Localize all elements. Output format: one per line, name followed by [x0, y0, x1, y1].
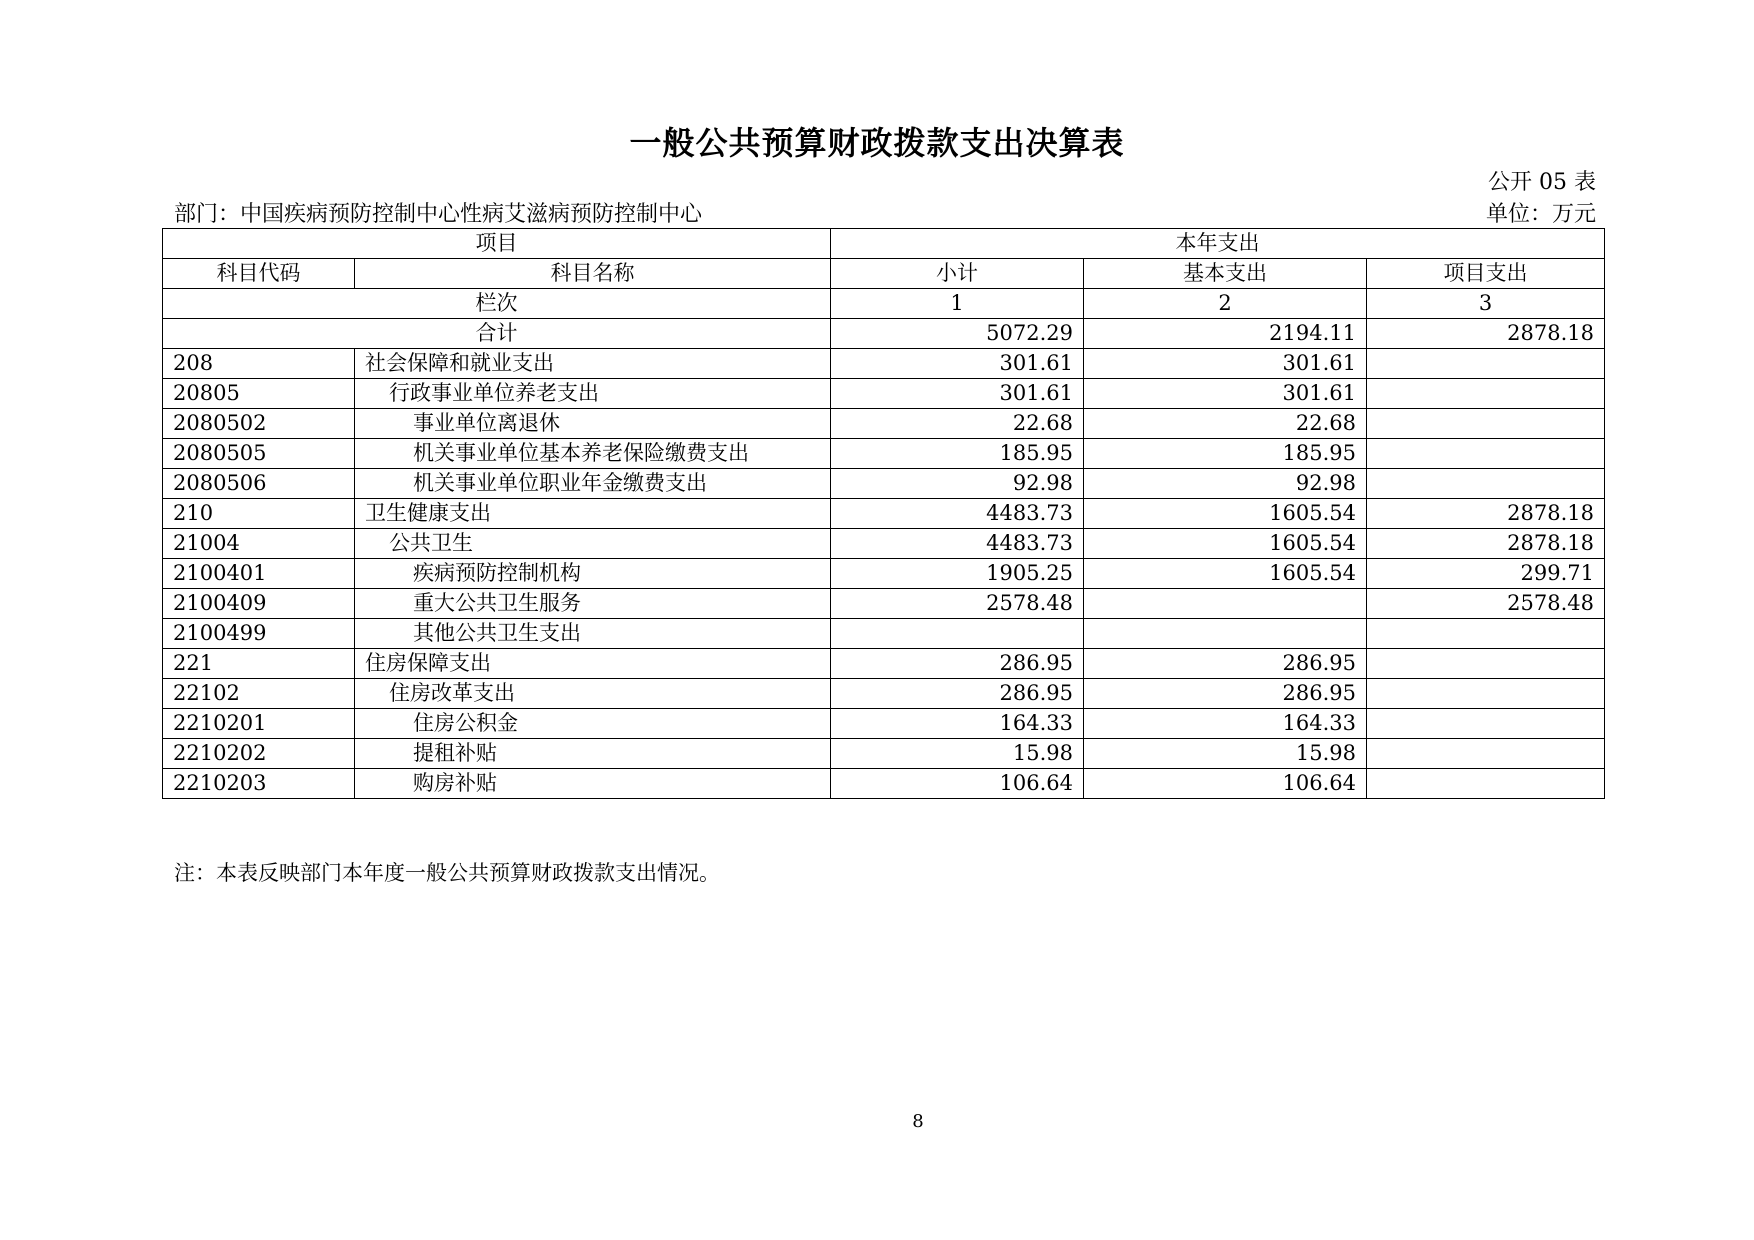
row-name: 购房补贴: [355, 769, 831, 799]
table-row: [163, 739, 1605, 769]
row-basic: 286.95: [1084, 649, 1367, 679]
table-row: [163, 709, 1605, 739]
row-basic: 92.98: [1084, 469, 1367, 499]
row-code: 2210201: [163, 709, 355, 739]
row-basic: 301.61: [1084, 379, 1367, 409]
row-project: [1367, 649, 1605, 679]
column-3: 3: [1367, 289, 1605, 319]
row-code: 2100409: [163, 589, 355, 619]
header-subtotal: 小计: [831, 259, 1084, 289]
column-label: 栏次: [163, 289, 831, 319]
row-name: 卫生健康支出: [355, 499, 831, 529]
table-row: [163, 469, 1605, 499]
header-current-year: 本年支出: [831, 229, 1605, 259]
row-subtotal: 286.95: [831, 649, 1084, 679]
table-row: [163, 649, 1605, 679]
row-subtotal: 2578.48: [831, 589, 1084, 619]
row-subtotal: 92.98: [831, 469, 1084, 499]
row-name: 住房改革支出: [355, 679, 831, 709]
row-basic: 106.64: [1084, 769, 1367, 799]
row-code: 2210202: [163, 739, 355, 769]
row-name: 住房公积金: [355, 709, 831, 739]
header-name: 科目名称: [355, 259, 831, 289]
unit-label: 单位：万元: [1485, 202, 1596, 227]
row-basic: 164.33: [1084, 709, 1367, 739]
row-name: 社会保障和就业支出: [355, 349, 831, 379]
row-name: 疾病预防控制机构: [355, 559, 831, 589]
form-number: 公开 05 表: [1488, 170, 1596, 195]
row-project: [1367, 439, 1605, 469]
row-project: [1367, 739, 1605, 769]
row-code: 208: [163, 349, 355, 379]
row-subtotal: 301.61: [831, 349, 1084, 379]
total-label: 合计: [163, 319, 831, 349]
row-project: 2878.18: [1367, 499, 1605, 529]
row-subtotal: [831, 619, 1084, 649]
row-project: [1367, 709, 1605, 739]
table-row: [163, 379, 1605, 409]
row-project: 299.71: [1367, 559, 1605, 589]
row-code: 2080506: [163, 469, 355, 499]
row-project: [1367, 679, 1605, 709]
row-name: 重大公共卫生服务: [355, 589, 831, 619]
column-2: 2: [1084, 289, 1367, 319]
row-project: [1367, 349, 1605, 379]
row-basic: 301.61: [1084, 349, 1367, 379]
page-number: 8: [912, 1111, 924, 1132]
row-code: 2100499: [163, 619, 355, 649]
row-basic: 15.98: [1084, 739, 1367, 769]
row-subtotal: 164.33: [831, 709, 1084, 739]
row-project: [1367, 409, 1605, 439]
total-row: [163, 319, 1605, 349]
row-subtotal: 15.98: [831, 739, 1084, 769]
row-name: 机关事业单位职业年金缴费支出: [355, 469, 831, 499]
row-code: 2080505: [163, 439, 355, 469]
page-title: 一般公共预算财政拨款支出决算表: [629, 124, 1125, 162]
row-name: 机关事业单位基本养老保险缴费支出: [355, 439, 831, 469]
row-basic: 1605.54: [1084, 499, 1367, 529]
header-basic: 基本支出: [1084, 259, 1367, 289]
row-code: 2100401: [163, 559, 355, 589]
row-basic: 1605.54: [1084, 559, 1367, 589]
table-row: [163, 529, 1605, 559]
row-name: 事业单位离退休: [355, 409, 831, 439]
header-row-2: [163, 259, 1605, 289]
total-project: 2878.18: [1367, 319, 1605, 349]
row-subtotal: 4483.73: [831, 499, 1084, 529]
row-project: [1367, 619, 1605, 649]
table-row: [163, 439, 1605, 469]
row-project: [1367, 769, 1605, 799]
header-project-expenditure: 项目支出: [1367, 259, 1605, 289]
row-name: 其他公共卫生支出: [355, 619, 831, 649]
header-project: 项目: [163, 229, 831, 259]
row-code: 2210203: [163, 769, 355, 799]
row-name: 住房保障支出: [355, 649, 831, 679]
row-subtotal: 4483.73: [831, 529, 1084, 559]
table-row: [163, 349, 1605, 379]
table-row: [163, 679, 1605, 709]
row-name: 行政事业单位养老支出: [355, 379, 831, 409]
row-project: 2878.18: [1367, 529, 1605, 559]
row-code: 2080502: [163, 409, 355, 439]
table-row: [163, 769, 1605, 799]
row-subtotal: 301.61: [831, 379, 1084, 409]
row-basic: 1605.54: [1084, 529, 1367, 559]
row-code: 21004: [163, 529, 355, 559]
department-label: 部门：中国疾病预防控制中心性病艾滋病预防控制中心: [174, 202, 703, 227]
footnote: 注：本表反映部门本年度一般公共预算财政拨款支出情况。: [174, 861, 720, 885]
row-basic: 286.95: [1084, 679, 1367, 709]
row-name: 公共卫生: [355, 529, 831, 559]
row-project: 2578.48: [1367, 589, 1605, 619]
expenditure-table: [162, 228, 1605, 799]
column-1: 1: [831, 289, 1084, 319]
total-basic: 2194.11: [1084, 319, 1367, 349]
row-code: 210: [163, 499, 355, 529]
row-subtotal: 106.64: [831, 769, 1084, 799]
table-row: [163, 589, 1605, 619]
column-number-row: [163, 289, 1605, 319]
row-code: 22102: [163, 679, 355, 709]
row-basic: 185.95: [1084, 439, 1367, 469]
row-basic: 22.68: [1084, 409, 1367, 439]
table-row: [163, 409, 1605, 439]
total-subtotal: 5072.29: [831, 319, 1084, 349]
row-basic: [1084, 619, 1367, 649]
row-code: 20805: [163, 379, 355, 409]
row-subtotal: 1905.25: [831, 559, 1084, 589]
row-basic: [1084, 589, 1367, 619]
table-row: [163, 499, 1605, 529]
row-name: 提租补贴: [355, 739, 831, 769]
row-subtotal: 185.95: [831, 439, 1084, 469]
row-subtotal: 286.95: [831, 679, 1084, 709]
row-subtotal: 22.68: [831, 409, 1084, 439]
header-code: 科目代码: [163, 259, 355, 289]
row-project: [1367, 469, 1605, 499]
row-project: [1367, 379, 1605, 409]
table-row: [163, 559, 1605, 589]
header-row-1: [163, 229, 1605, 259]
row-code: 221: [163, 649, 355, 679]
table-row: [163, 619, 1605, 649]
